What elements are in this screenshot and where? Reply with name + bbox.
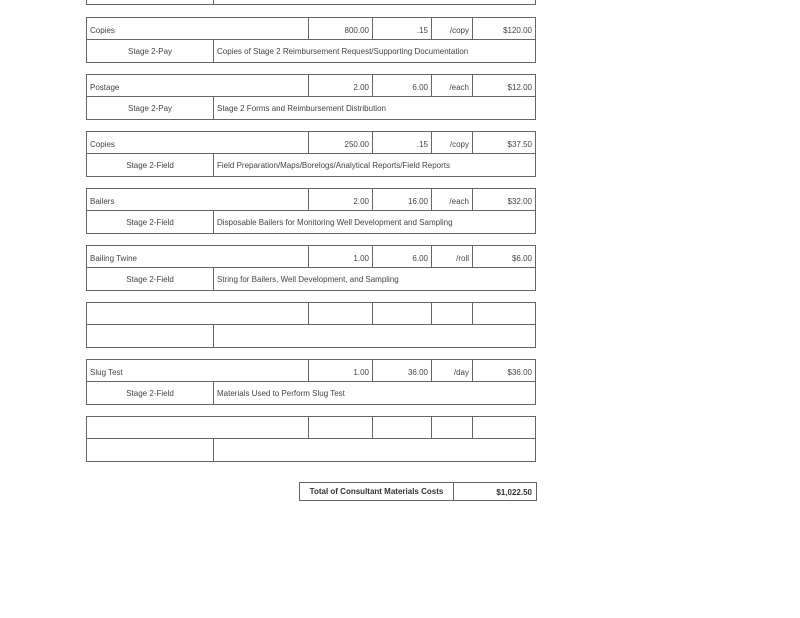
- line-item-details: [86, 382, 536, 405]
- item-rate: 36.00: [373, 360, 432, 381]
- line-item-values: [86, 416, 536, 439]
- line-item-values: [86, 74, 536, 97]
- item-quantity: [309, 417, 373, 438]
- line-item-values: [86, 245, 536, 268]
- item-quantity: 1.00: [309, 246, 373, 267]
- item-unit: /copy: [432, 132, 473, 153]
- item-total: $120.00: [503, 26, 532, 35]
- line-item-7: [86, 359, 536, 405]
- item-description: Field Preparation/Maps/Borelogs/Analytical Reports/Field Reports: [217, 160, 450, 170]
- item-name: Bailing Twine: [87, 246, 309, 267]
- line-item-details: [86, 211, 536, 234]
- line-item-values: [86, 359, 536, 382]
- line-item-details: [86, 40, 536, 63]
- item-name: Copies: [87, 132, 309, 153]
- item-quantity: 2.00: [309, 189, 373, 210]
- item-unit: [432, 303, 473, 324]
- item-name: Bailers: [87, 189, 309, 210]
- item-name: Postage: [87, 75, 309, 96]
- line-item-details: [86, 97, 536, 120]
- line-item-6-empty: [86, 302, 536, 348]
- item-total: $36.00: [507, 368, 532, 377]
- item-description: [214, 439, 535, 461]
- item-description: Materials Used to Perform Slug Test: [217, 388, 345, 398]
- item-rate: [373, 417, 432, 438]
- item-stage: Stage 2-Field: [87, 154, 214, 176]
- line-item-details: [86, 325, 536, 348]
- line-item-values: [86, 131, 536, 154]
- item-stage: [87, 439, 214, 461]
- line-item-8-empty: [86, 416, 536, 462]
- item-quantity: 1.00: [309, 360, 373, 381]
- total-label: Total of Consultant Materials Costs: [300, 483, 454, 500]
- item-name: Copies: [87, 18, 309, 39]
- item-rate: 6.00: [373, 75, 432, 96]
- item-unit: [432, 417, 473, 438]
- item-quantity: 800.00: [309, 18, 373, 39]
- line-item-details: [86, 439, 536, 462]
- line-item-2: [86, 74, 536, 120]
- item-description: [214, 325, 535, 347]
- item-rate: .15: [373, 18, 432, 39]
- item-rate: .15: [373, 132, 432, 153]
- item-unit: /each: [432, 189, 473, 210]
- item-name: [87, 303, 309, 324]
- item-rate: 6.00: [373, 246, 432, 267]
- item-description: Disposable Bailers for Monitoring Well Development and Sampling: [217, 217, 453, 227]
- line-item-values: [86, 302, 536, 325]
- line-item-3: [86, 131, 536, 177]
- item-total: $12.00: [507, 83, 532, 92]
- item-description: Stage 2 Forms and Reimbursement Distribution: [217, 103, 386, 113]
- item-stage: [87, 325, 214, 347]
- line-item-5: [86, 245, 536, 291]
- item-total: $6.00: [511, 254, 532, 263]
- item-stage: Stage 2-Field: [87, 382, 214, 404]
- line-item-1: [86, 17, 536, 63]
- item-total: $32.00: [507, 197, 532, 206]
- item-quantity: 250.00: [309, 132, 373, 153]
- line-item-details: [86, 268, 536, 291]
- item-total: $37.50: [507, 140, 532, 149]
- item-stage: Stage 2-Pay: [87, 40, 214, 62]
- materials-total-summary: [299, 482, 537, 501]
- line-item-values: [86, 188, 536, 211]
- item-description: Copies of Stage 2 Reimbursement Request/Supporting Documentation: [217, 46, 469, 56]
- item-name: [87, 417, 309, 438]
- item-total: [473, 303, 535, 324]
- item-total: [473, 417, 535, 438]
- item-unit: /copy: [432, 18, 473, 39]
- item-stage: Stage 2-Pay: [87, 97, 214, 119]
- item-unit: /roll: [432, 246, 473, 267]
- item-unit: /each: [432, 75, 473, 96]
- item-stage: Stage 2-Field: [87, 211, 214, 233]
- item-rate: 16.00: [373, 189, 432, 210]
- total-value: $1,022.50: [496, 488, 532, 497]
- line-item-values: [86, 17, 536, 40]
- item-unit: /day: [432, 360, 473, 381]
- item-rate: [373, 303, 432, 324]
- line-item-details: [86, 154, 536, 177]
- item-stage: Stage 2-Field: [87, 268, 214, 290]
- item-quantity: 2.00: [309, 75, 373, 96]
- line-item-4: [86, 188, 536, 234]
- previous-entry-edge: [86, 0, 536, 5]
- item-name: Slug Test: [87, 360, 309, 381]
- item-description: String for Bailers, Well Development, and Sampling: [217, 274, 399, 284]
- item-quantity: [309, 303, 373, 324]
